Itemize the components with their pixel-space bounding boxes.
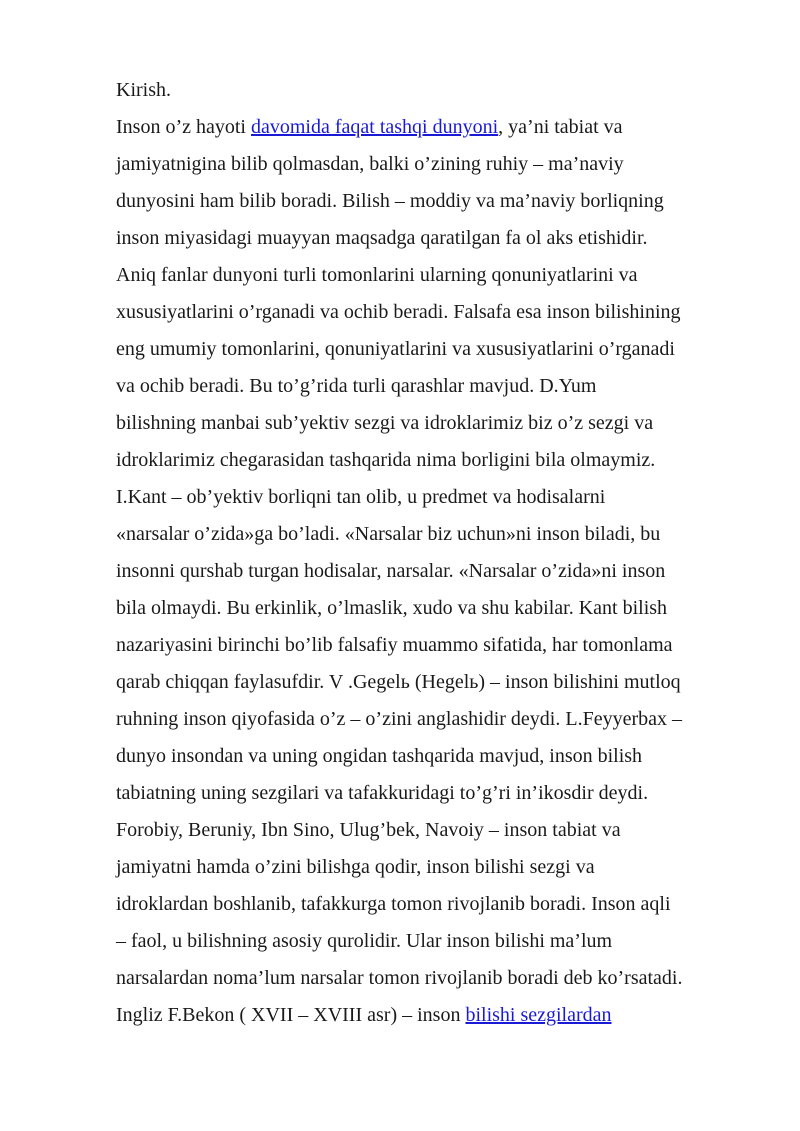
text-segment: va ochib beradi. Bu to’g’rida turli qarashlar mavjud. D.Yum bbox=[116, 375, 597, 397]
text-line bbox=[116, 331, 736, 368]
text-segment: idroklardan boshlanib, tafakkurga tomon rivojlanib boradi. Inson aqli bbox=[116, 893, 671, 915]
text-segment: – faol, u bilishning asosiy qurolidir. Ular inson bilishi ma’lum bbox=[116, 930, 613, 952]
text-segment: Ingliz F.Bekon ( XVII – XVIII asr) – inson bbox=[116, 1004, 466, 1026]
text-segment: xususiyatlarini o’rganadi va ochib beradi. Falsafa esa inson bilishining bbox=[116, 301, 681, 323]
text-line bbox=[116, 997, 736, 1034]
text-segment: qarab chiqqan faylasufdir. V .Gegelь (Hegelь) – inson bilishini mutloq bbox=[116, 671, 681, 693]
text-segment: Aniq fanlar dunyoni turli tomonlarini ularning qonuniyatlarini va bbox=[116, 264, 638, 286]
text-segment: «narsalar o’zida»ga bo’ladi. «Narsalar biz uchun»ni inson biladi, bu bbox=[116, 523, 661, 545]
text-line bbox=[116, 960, 736, 997]
text-line bbox=[116, 294, 736, 331]
text-line bbox=[116, 368, 736, 405]
text-segment: dunyo insondan va uning ongidan tashqarida mavjud, inson bilish bbox=[116, 745, 643, 767]
text-segment: jamiyatnigina bilib qolmasdan, balki o’zining ruhiy – ma’naviy bbox=[116, 153, 624, 175]
text-segment: eng umumiy tomonlarini, qonuniyatlarini va xususiyatlarini o’rganadi bbox=[116, 338, 675, 360]
hyperlink[interactable]: bilishi sezgilardan bbox=[465, 1004, 612, 1026]
text-line bbox=[116, 701, 736, 738]
text-line bbox=[116, 849, 736, 886]
text-segment: Forobiy, Beruniy, Ibn Sino, Ulug’bek, Navoiy – inson tabiat va bbox=[116, 819, 621, 841]
text-line bbox=[116, 72, 736, 109]
text-line bbox=[116, 775, 736, 812]
text-line bbox=[116, 516, 736, 553]
document-body bbox=[116, 72, 736, 1034]
text-segment: Inson o’z hayoti bbox=[116, 116, 251, 138]
text-segment: I.Kant – ob’yektiv borliqni tan olib, u predmet va hodisalarni bbox=[116, 486, 606, 508]
text-segment: nazariyasini birinchi bo’lib falsafiy muammo sifatida, har tomonlama bbox=[116, 634, 673, 656]
text-line bbox=[116, 183, 736, 220]
text-segment: bila olmaydi. Bu erkinlik, o’lmaslik, xudo va shu kabilar. Kant bilish bbox=[116, 597, 668, 619]
text-line bbox=[116, 627, 736, 664]
text-segment: bilishning manbai sub’yektiv sezgi va idroklarimiz biz o’z sezgi va bbox=[116, 412, 654, 434]
text-segment: ruhning inson qiyofasida o’z – o’zini anglashidir deydi. L.Feyyerbax – bbox=[116, 708, 682, 730]
text-line bbox=[116, 220, 736, 257]
text-segment: , ya’ni tabiat va bbox=[498, 116, 623, 138]
text-line bbox=[116, 257, 736, 294]
text-line bbox=[116, 109, 736, 146]
text-segment: narsalardan noma’lum narsalar tomon rivojlanib boradi deb ko’rsatadi. bbox=[116, 967, 683, 989]
text-line bbox=[116, 923, 736, 960]
text-line bbox=[116, 405, 736, 442]
text-line bbox=[116, 146, 736, 183]
text-segment: jamiyatni hamda o’zini bilishga qodir, inson bilishi sezgi va bbox=[116, 856, 595, 878]
text-segment: idroklarimiz chegarasidan tashqarida nima borligini bila olmaymiz. bbox=[116, 449, 656, 471]
text-line bbox=[116, 738, 736, 775]
text-line bbox=[116, 664, 736, 701]
text-line bbox=[116, 590, 736, 627]
text-segment: dunyosini ham bilib boradi. Bilish – moddiy va ma’naviy borliqning bbox=[116, 190, 664, 212]
text-line bbox=[116, 479, 736, 516]
text-segment: tabiatning uning sezgilari va tafakkuridagi to’g’ri in’ikosdir deydi. bbox=[116, 782, 649, 804]
text-segment: insonni qurshab turgan hodisalar, narsalar. «Narsalar o’zida»ni inson bbox=[116, 560, 666, 582]
text-segment: Kirish. bbox=[116, 79, 171, 101]
text-line bbox=[116, 812, 736, 849]
text-line bbox=[116, 442, 736, 479]
text-line bbox=[116, 886, 736, 923]
text-segment: inson miyasidagi muayyan maqsadga qaratilgan fa ol aks etishidir. bbox=[116, 227, 648, 249]
hyperlink[interactable]: davomida faqat tashqi dunyoni bbox=[250, 116, 499, 138]
text-line bbox=[116, 553, 736, 590]
